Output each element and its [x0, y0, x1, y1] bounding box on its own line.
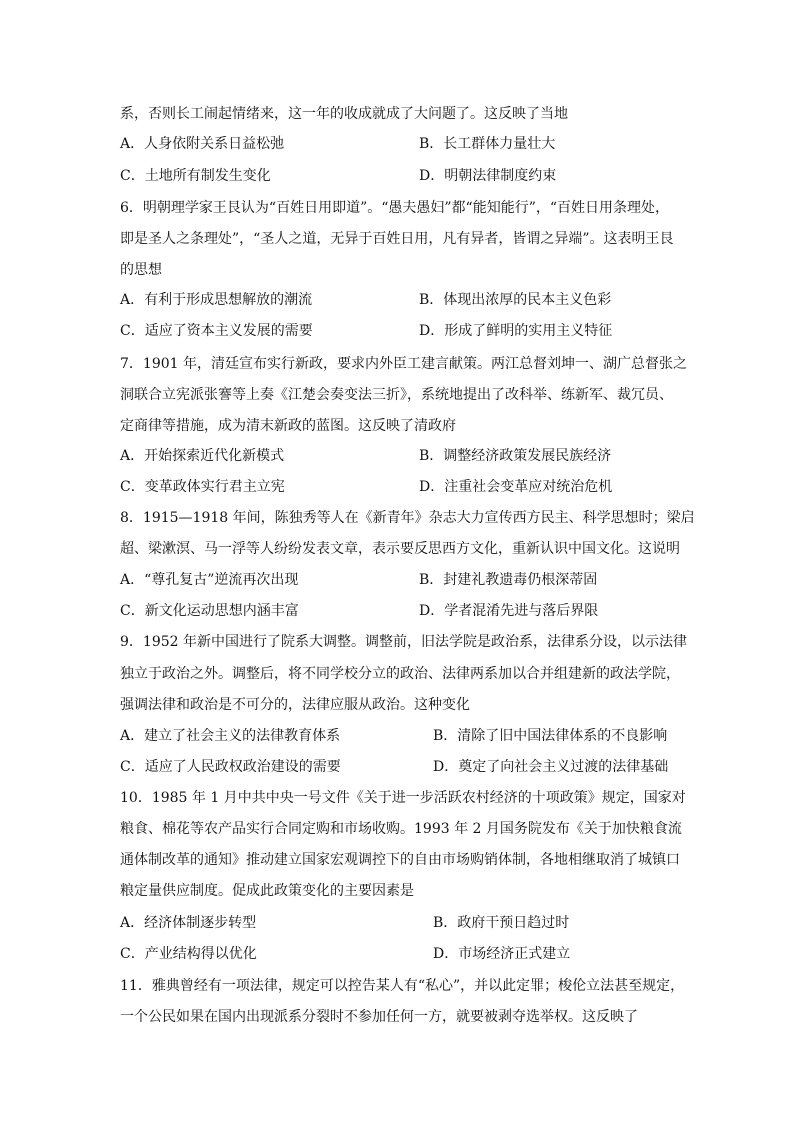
question-5-option-c: C．土地所有制发生变化 [120, 168, 271, 184]
question-9-option-c: C．适应了人民政权政治建设的需要 [120, 759, 341, 775]
question-5-option-d: D．明朝法律制度约束 [419, 168, 557, 184]
question-7-line-3: 定商律等措施，成为清末新政的蓝图。这反映了清政府 [120, 418, 456, 434]
question-6-option-c: C．适应了资本主义发展的需要 [120, 323, 313, 339]
question-8-option-c: C．新文化运动思想内涵丰富 [120, 603, 299, 619]
question-11-line-1: 11．雅典曾经有一项法律，规定可以控告某人有“私心”，并以此定罪；梭伦立法甚至规定， [120, 978, 685, 994]
question-10-option-c: C．产业结构得以优化 [120, 946, 257, 962]
question-9-option-d: D．奠定了向社会主义过渡的法律基础 [433, 759, 669, 775]
question-10-line-3: 通体制改革的通知》推动建立国家宏观调控下的自由市场购销体制，各地相继取消了城镇口 [120, 852, 680, 868]
question-6-line-3: 的思想 [120, 262, 162, 278]
question-7-option-d: D．注重社会变革应对统治危机 [419, 479, 613, 495]
question-6-option-b: B．体现出浓厚的民本主义色彩 [419, 292, 612, 308]
question-8-line-2: 超、梁漱溟、马一浮等人纷纷发表文章，表示要反思西方文化，重新认识中国文化。这说明 [120, 541, 680, 557]
question-9-option-a: A．建立了社会主义的法律教育体系 [120, 728, 341, 744]
question-10-option-b: B．政府干预日趋过时 [433, 915, 570, 931]
question-6-line-1: 6．明朝理学家王艮认为“百姓日用即道”。“愚夫愚妇”都“能知能行”，“百姓日用条理处， [120, 200, 670, 216]
question-8-option-a: A．“尊孔复古”逆流再次出现 [120, 572, 299, 588]
question-10-line-4: 粮定量供应制度。促成此政策变化的主要因素是 [120, 883, 414, 899]
question-10-option-a: A．经济体制逐步转型 [120, 915, 257, 931]
question-10-line-2: 粮食、棉花等农产品实行合同定购和市场收购。1993 年 2 月国务院发布《关于加快粮食流 [120, 821, 682, 837]
question-8-option-b: B．封建礼教遗毒仍根深蒂固 [419, 572, 598, 588]
question-10-line-1: 10．1985 年 1 月中共中央一号文件《关于进一步活跃农村经济的十项政策》规定，国家对 [120, 790, 686, 806]
question-5-option-a: A．人身依附关系日益松弛 [120, 136, 285, 152]
question-7-option-b: B．调整经济政策发展民族经济 [419, 448, 612, 464]
question-7-option-a: A．开始探索近代化新模式 [120, 448, 285, 464]
question-7-line-1: 7．1901 年，清廷宣布实行新政，要求内外臣工建言献策。两江总督刘坤一、湖广总督张之 [120, 356, 687, 372]
question-5-line-3: 系，否则长工闹起情绪来，这一年的收成就成了大问题了。这反映了当地 [120, 106, 568, 122]
question-9-option-b: B．清除了旧中国法律体系的不良影响 [433, 728, 668, 744]
question-10-option-d: D．市场经济正式建立 [433, 946, 571, 962]
question-9-line-1: 9．1952 年新中国进行了院系大调整。调整前，旧法学院是政治系，法律系分设，以示法律 [120, 634, 687, 650]
question-9-line-2: 独立于政治之外。调整后，将不同学校分立的政治、法律两系加以合并组建新的政法学院， [120, 666, 680, 682]
question-6-line-2: 即是圣人之条理处”，“圣人之道，无异于百姓日用，凡有异者，皆谓之异端”。这表明王艮 [120, 231, 674, 247]
question-6-option-d: D．形成了鲜明的实用主义特征 [419, 323, 613, 339]
question-7-option-c: C．变革政体实行君主立宪 [120, 479, 285, 495]
question-11-line-2: 一个公民如果在国内出现派系分裂时不参加任何一方，就要被剥夺选举权。这反映了 [120, 1009, 638, 1025]
question-6-option-a: A．有利于形成思想解放的潮流 [120, 292, 313, 308]
question-9-line-3: 强调法律和政治是不可分的，法律应服从政治。这种变化 [120, 697, 470, 713]
question-7-line-2: 洞联合立宪派张謇等上奏《江楚会奏变法三折》，系统地提出了改科举、练新军、裁冗员、 [120, 387, 673, 403]
question-8-option-d: D．学者混淆先进与落后界限 [419, 603, 599, 619]
question-8-line-1: 8．1915—1918 年间，陈独秀等人在《新青年》杂志大力宣传西方民主、科学思想时；梁启 [120, 510, 695, 526]
question-5-option-b: B．长工群体力量壮大 [419, 136, 556, 152]
